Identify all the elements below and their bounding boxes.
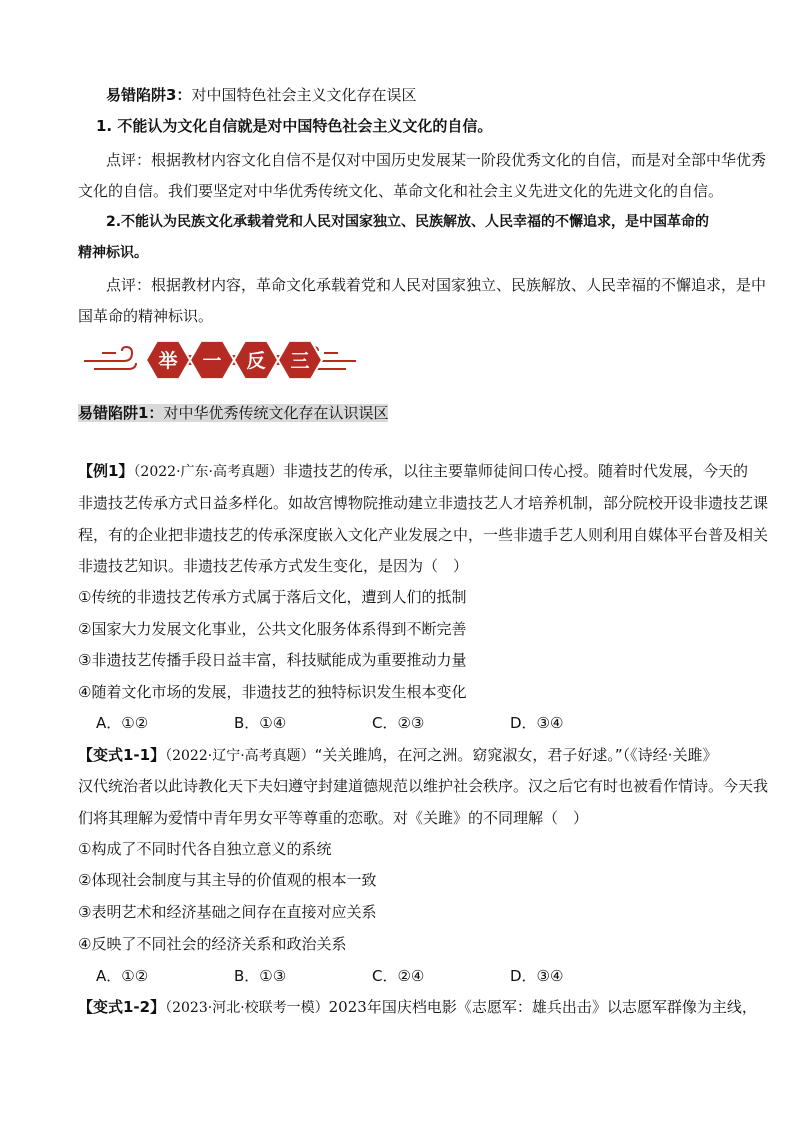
variant11-tag: 【变式1-1】	[78, 746, 166, 764]
banner-graphic	[80, 335, 360, 383]
example1-line4: 非遗技艺知识。非遗技艺传承方式发生变化，是因为（ ）	[78, 557, 469, 575]
comment1-line2: 文化的自信。我们要坚定对中华优秀传统文化、革命文化和社会主义先进文化的先进文化的自信。	[78, 182, 724, 200]
banner-juyifansan	[80, 335, 360, 383]
trap3-title: 对中国特色社会主义文化存在误区	[191, 86, 417, 104]
trap1-heading	[78, 403, 728, 423]
variant11-source: （2022·辽宁·高考真题）	[165, 748, 315, 764]
banner-char: 一	[202, 350, 222, 372]
example1-item: ①传统的非遗技艺传承方式属于落后文化，遭到人们的抵制	[78, 588, 467, 606]
option-a: A．①②	[96, 714, 149, 732]
trap1-heading-highlight	[78, 404, 388, 422]
left-scroll-ornament	[84, 347, 136, 369]
comment2-line2: 国革命的精神标识。	[78, 307, 214, 325]
example1-line1	[78, 461, 748, 482]
point2-line1: 2.不能认为民族文化承载着党和人民对国家独立、民族解放、人民幸福的不懈追求，是中国革命的	[106, 214, 710, 230]
example1-item: ③非遗技艺传播手段日益丰富，科技赋能成为重要推动力量	[78, 651, 467, 669]
option-c: C．②④	[372, 967, 425, 985]
example1-text1: 非遗技艺的传承，以往主要靠师徒间口传心授。随着时代发展，今天的	[282, 462, 748, 480]
variant11-options	[96, 966, 746, 986]
point2-line2: 精神标识。	[78, 245, 148, 261]
comment1-line1: 点评：根据教材内容文化自信不是仅对中国历史发展某一阶段优秀文化的自信，而是对全部中华优秀	[106, 151, 767, 169]
variant11-item: ②体现社会制度与其主导的价值观的根本一致	[78, 871, 377, 889]
example1-item: ②国家大力发展文化事业，公共文化服务体系得到不断完善	[78, 620, 467, 638]
variant12-line1	[78, 997, 757, 1018]
trap1-title: 对中华优秀传统文化存在认识误区	[163, 404, 389, 422]
variant12-tag: 【变式1-2】	[78, 998, 166, 1016]
example1-source: （2022·广东·高考真题）	[133, 464, 283, 480]
variant11-text1: “关关雎鸠，在河之洲。窈窕淑女，君子好逑。”（《诗经·关雎》	[314, 746, 718, 764]
option-b: B．①④	[234, 714, 287, 732]
example1-options	[96, 713, 746, 733]
variant12-text1: 2023年国庆档电影《志愿军：雄兵出击》以志愿军群像为主线，	[328, 998, 757, 1016]
option-d: D．③④	[510, 967, 564, 985]
variant11-item: ④反映了不同社会的经济关系和政治关系	[78, 935, 347, 953]
option-c: C．②③	[372, 714, 425, 732]
point1	[96, 116, 746, 136]
banner-char: 三	[290, 350, 310, 372]
variant11-line1	[78, 745, 728, 766]
trap3-label: 易错陷阱3：	[106, 86, 192, 104]
comment2-line1: 点评：根据教材内容，革命文化承载着党和人民对国家独立、民族解放、人民幸福的不懈追求，是中	[106, 276, 767, 294]
banner-char: 反	[246, 350, 266, 372]
trap1-label: 易错陷阱1：	[78, 404, 164, 422]
example1-item: ④随着文化市场的发展，非遗技艺的独特标识发生根本变化	[78, 683, 467, 701]
variant11-line3: 们将其理解为爱情中青年男女平等尊重的恋歌。对《关雎》的不同理解（ ）	[78, 809, 589, 827]
example1-tag: 【例1】	[78, 462, 134, 480]
option-a: A．①②	[96, 967, 149, 985]
variant12-source: （2023·河北·校联考一模）	[165, 1000, 329, 1016]
variant11-line2: 汉代统治者以此诗教化天下夫妇遵守封建道德规范以维护社会秩序。汉之后它有时也被看作情诗。今天我	[78, 777, 769, 795]
example1-line2: 非遗技艺传承方式日益多样化。如故宫博物院推动建立非遗技艺人才培养机制，部分院校开设非遗技艺课	[78, 494, 769, 512]
option-b: B．①③	[234, 967, 287, 985]
option-d: D．③④	[510, 714, 564, 732]
banner-char: 举	[158, 350, 178, 372]
variant11-item: ①构成了不同时代各自独立意义的系统	[78, 840, 332, 858]
point1-text: 不能认为文化自信就是对中国特色社会主义文化的自信。	[117, 117, 493, 135]
variant11-item: ③表明艺术和经济基础之间存在直接对应关系	[78, 903, 377, 921]
trap3-heading	[106, 85, 756, 105]
point1-num: 1.	[96, 117, 113, 135]
example1-line3: 程，有的企业把非遗技艺的传承深度嵌入文化产业发展之中，一些非遗手艺人则利用自媒体平台普及相关	[78, 526, 769, 544]
